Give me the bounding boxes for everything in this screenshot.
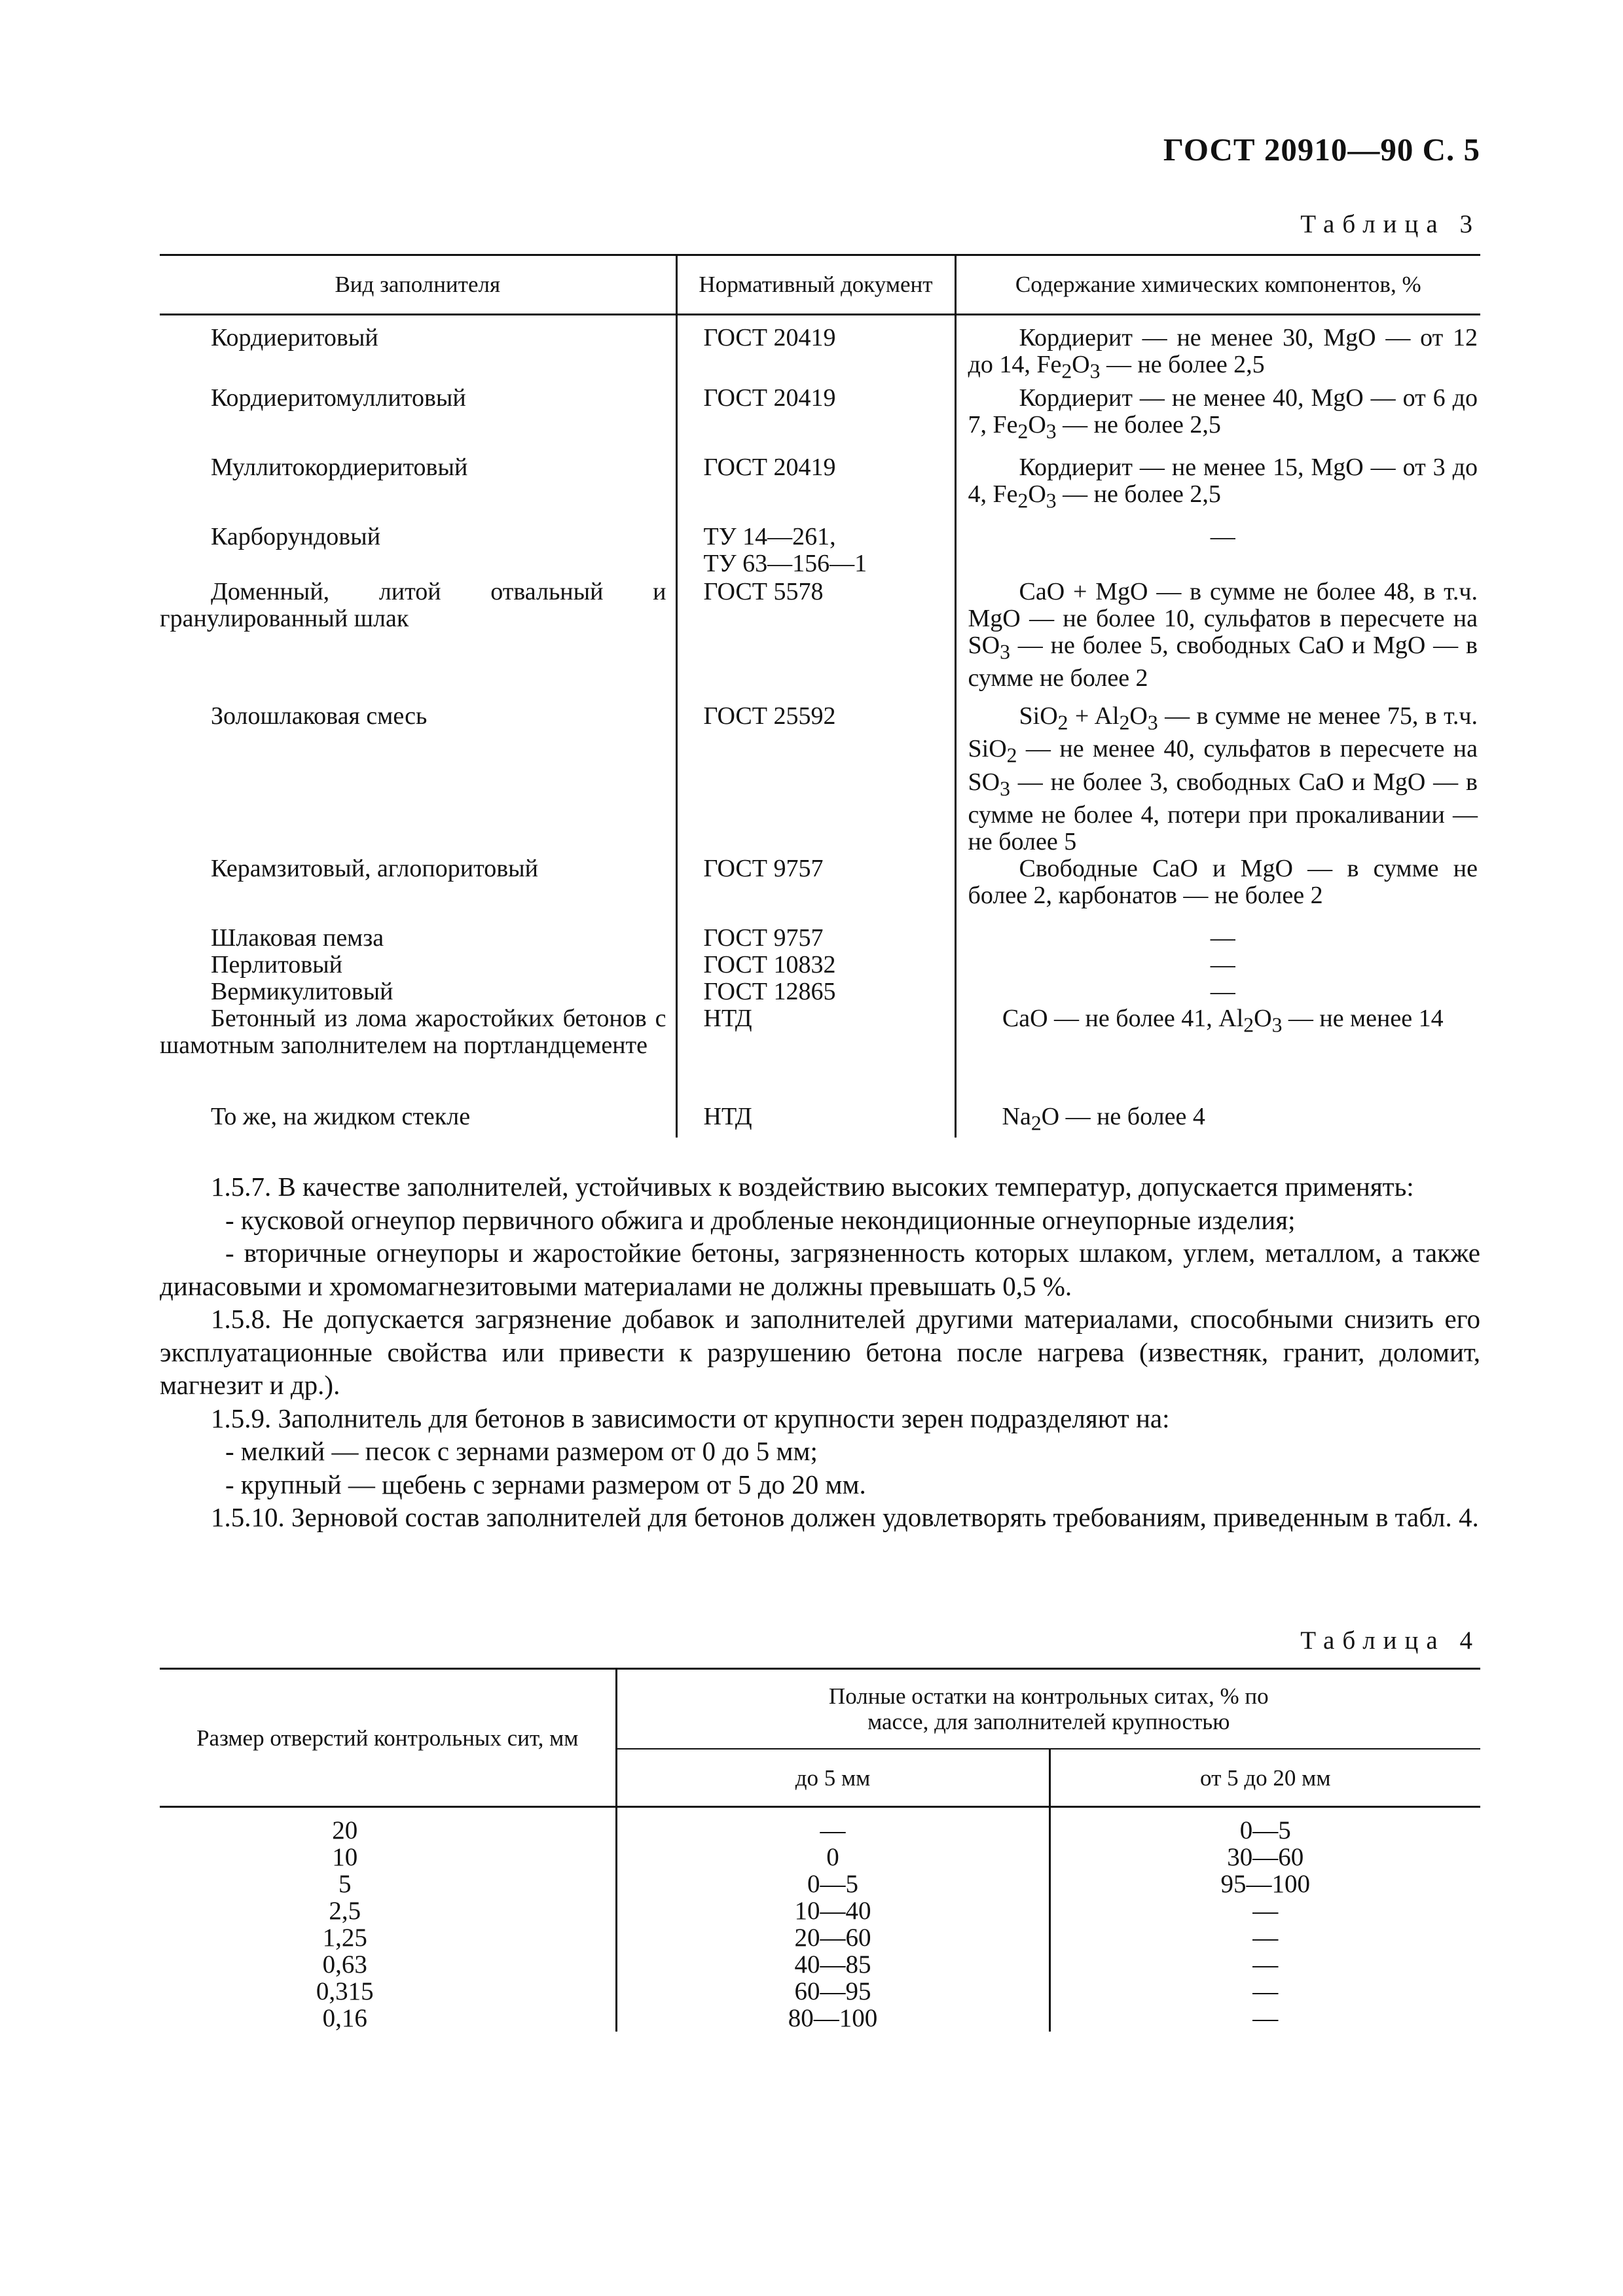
table-cell-coarse: — [1252, 2004, 1279, 2032]
table-cell-kind: Керамзитовый, аглопоритовый [211, 855, 539, 883]
table-cell-kind: Кордиеритомуллитовый [211, 384, 466, 412]
table-row [160, 855, 1480, 925]
table-4-col-fine: до 5 мм [616, 1749, 1049, 1807]
table-row [160, 1871, 1480, 1897]
table-cell-doc: ГОСТ 25592 [676, 703, 955, 856]
table-cell-content: — [955, 978, 1480, 1005]
table-cell-coarse: — [1252, 1950, 1279, 1979]
table-cell-content: — [955, 524, 1480, 579]
table-cell-content: Кордиерит — не менее 15, MgO — от 3 до 4, $Fe_2O_3$ — не более 2,5 [955, 454, 1480, 524]
table-row [160, 1951, 1480, 1978]
table-cell-doc: ГОСТ 9757 [676, 855, 955, 925]
list-item: - мелкий — песок с зернами размером от 0 до 5 мм; [225, 1436, 818, 1466]
table-cell-kind: Вермикулитовый [211, 978, 393, 1006]
paragraph-1-5-10: 1.5.10. Зерновой состав заполнителей для бетонов должен удовлетворять требованиям, приведенным в табл. 4. [211, 1502, 1479, 1532]
table-4-col-size: Размер отверстий контрольных сит, мм [160, 1669, 616, 1807]
table-cell-fine: 60—95 [616, 1978, 1049, 2005]
table-4-header-row [160, 1669, 1480, 1749]
table-row [160, 385, 1480, 454]
table-3-col-kind: Вид заполнителя [160, 255, 676, 315]
page-header: ГОСТ 20910—90 С. 5 [1163, 132, 1480, 168]
paragraph-1-5-9: 1.5.9. Заполнитель для бетонов в зависимости от крупности зерен подразделяют на: [211, 1403, 1170, 1433]
table-cell-size: 20 [160, 1807, 616, 1844]
table-cell-size: 0,16 [160, 2005, 616, 2032]
table-cell-coarse: — [1252, 1977, 1279, 2005]
table-cell-content: CaO — не более 41, $Al_2O_3$ — не менее 14 [955, 1005, 1480, 1103]
table-cell-content: $SiO_2 + Al_2O_3$ — в сумме не менее 75, в т.ч. SiO$_2$ — не менее 40, сульфатов в пересчете на $SO_3$ — не более 3, свободных CaO и MgO — в сумме не более 4, потери при прокаливании — не более 5 [955, 703, 1480, 856]
table-cell-content: — [955, 952, 1480, 978]
table-cell-kind: Кордиеритовый [211, 324, 378, 351]
table-cell-size: 0,63 [160, 1951, 616, 1978]
table-row [160, 1005, 1480, 1103]
table-cell-content: — [955, 925, 1480, 952]
table-cell-fine: 80—100 [616, 2005, 1049, 2032]
table-row [160, 524, 1480, 579]
table-row [160, 1103, 1480, 1138]
table-cell-kind: Доменный, литой отвальный и гранулированный шлак [160, 577, 666, 632]
paragraph-1-5-8: 1.5.8. Не допускается загрязнение добавок и заполнителей другими материалами, способными снизить его эксплуатационные свойства или привести к разрушению бетона после нагрева (известняк, гранит, доломит, магнезит и др.). [160, 1304, 1480, 1400]
table-row [160, 454, 1480, 524]
table-3-col-doc: Нормативный документ [676, 255, 955, 315]
table-row [160, 1844, 1480, 1871]
table-4-col-group: Полные остатки на контрольных ситах, % по массе, для заполнителей крупностью [616, 1669, 1480, 1749]
table-cell-coarse: 0—5 [1239, 1816, 1291, 1844]
table-cell-fine: 0—5 [616, 1871, 1049, 1897]
list-item: - вторичные огнеупоры и жаростойкие бетоны, загрязненность которых шлаком, углем, металлом, а также динасовыми и хромомагнезитовыми материалами не должны превышать 0,5 %. [160, 1238, 1480, 1301]
table-cell-doc: ГОСТ 9757 [676, 925, 955, 952]
table-cell-doc: ГОСТ 5578 [676, 579, 955, 703]
table-row [160, 1897, 1480, 1924]
list-item: - крупный — щебень с зернами размером от 5 до 20 мм. [225, 1469, 866, 1499]
table-cell-content: Кордиерит — не менее 40, MgO — от 6 до 7, $Fe_2O_3$ — не более 2,5 [955, 385, 1480, 454]
table-row [160, 1978, 1480, 2005]
table-cell-content: $Na_2O$ — не более 4 [955, 1103, 1480, 1138]
table-cell-fine: 40—85 [616, 1951, 1049, 1978]
table-cell-fine: — [616, 1807, 1049, 1844]
table-cell-fine: 0 [616, 1844, 1049, 1871]
body-text [160, 1170, 1480, 1534]
table-cell-doc: НТД [676, 1103, 955, 1138]
table-row [160, 925, 1480, 952]
table-cell-doc: ТУ 14—261, ТУ 63—156—1 [676, 524, 955, 579]
table-row [160, 315, 1480, 385]
table-cell-kind: Карборундовый [211, 522, 381, 550]
table-3-header-row [160, 255, 1480, 315]
table-4-col-coarse: от 5 до 20 мм [1049, 1749, 1480, 1807]
table-cell-size: 0,315 [160, 1978, 616, 2005]
table-row [160, 1924, 1480, 1951]
table-3-col-content: Содержание химических компонентов, % [955, 255, 1480, 315]
table-cell-doc: ГОСТ 20419 [676, 315, 955, 385]
list-item: - кусковой огнеупор первичного обжига и дробленые некондиционные огнеупорные изделия; [225, 1204, 1296, 1235]
table-cell-kind: То же, на жидком стекле [211, 1103, 471, 1131]
table-cell-fine: 20—60 [616, 1924, 1049, 1951]
table-cell-content: Кордиерит — не менее 30, MgO — от 12 до 14, $Fe_2O_3$ — не более 2,5 [955, 315, 1480, 385]
table-cell-size: 5 [160, 1871, 616, 1897]
table-4-caption: Таблица 4 [1300, 1626, 1480, 1655]
table-row [160, 703, 1480, 856]
paragraph-1-5-7: 1.5.7. В качестве заполнителей, устойчивых к воздействию высоких температур, допускается применять: [211, 1172, 1414, 1202]
table-cell-fine: 10—40 [616, 1897, 1049, 1924]
table-cell-coarse: 30—60 [1227, 1843, 1304, 1871]
table-cell-content: Свободные CaO и MgO — в сумме не более 2, карбонатов — не более 2 [955, 855, 1480, 925]
table-cell-size: 1,25 [160, 1924, 616, 1951]
table-cell-content: CaO + MgO — в сумме не более 48, в т.ч. MgO — не более 10, сульфатов в пересчете на $SO_3$ — не более 5, свободных CaO и MgO — в сумме не более 2 [955, 579, 1480, 703]
table-row [160, 978, 1480, 1005]
table-cell-kind: Золошлаковая смесь [211, 702, 428, 730]
table-cell-kind: Бетонный из лома жаростойких бетонов с шамотным заполнителем на портландцементе [160, 1005, 666, 1060]
table-cell-doc: ГОСТ 20419 [676, 454, 955, 524]
table-cell-doc: ГОСТ 20419 [676, 385, 955, 454]
table-row [160, 1807, 1480, 1844]
table-row [160, 952, 1480, 978]
table-3 [160, 254, 1480, 1138]
table-3-caption: Таблица 3 [1300, 210, 1480, 238]
table-cell-size: 2,5 [160, 1897, 616, 1924]
table-cell-kind: Муллитокордиеритовый [211, 453, 468, 481]
table-cell-coarse: 95—100 [1220, 1870, 1310, 1898]
table-cell-doc: ГОСТ 10832 [676, 952, 955, 978]
table-4 [160, 1668, 1480, 2032]
table-row [160, 579, 1480, 703]
table-cell-coarse: — [1252, 1897, 1279, 1925]
table-cell-kind: Перлитовый [211, 951, 343, 979]
table-row [160, 2005, 1480, 2032]
table-cell-coarse: — [1252, 1924, 1279, 1952]
table-cell-doc: ГОСТ 12865 [676, 978, 955, 1005]
table-cell-size: 10 [160, 1844, 616, 1871]
table-cell-doc: НТД [676, 1005, 955, 1103]
table-cell-kind: Шлаковая пемза [211, 924, 384, 952]
